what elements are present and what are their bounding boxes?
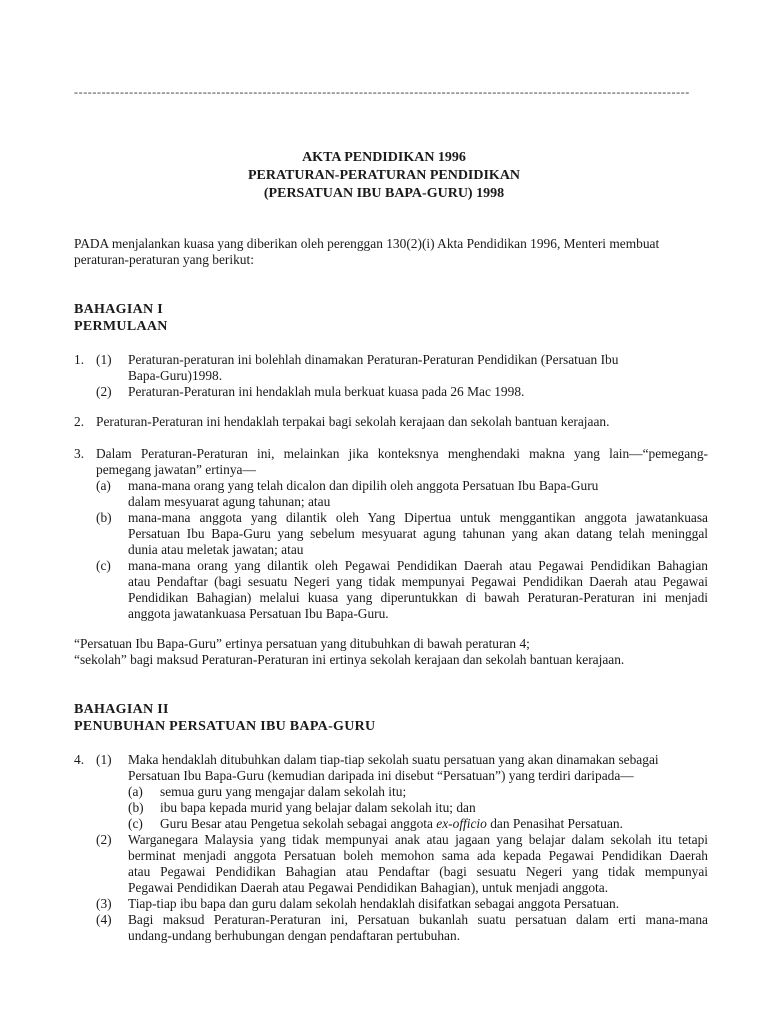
part-1-heading: BAHAGIAN I [74,302,163,317]
regulation-4-1c-text-pre: Guru Besar atau Pengetua sekolah sebagai anggota [160,816,437,831]
regulation-4-4-text-cont: undang-undang berhubungan dengan pendaftaran pertubuhan. [128,928,461,943]
regulation-4-2-text-cont-2: atau Pegawai Pendidikan Bahagian atau Pendaftar (bagi sesuatu Negeri yang tidak mempunyai [128,864,708,879]
regulation-3b-text-end: dunia atau meletak jawatan; atau [128,542,304,557]
regulation-3c-text: mana-mana orang yang dilantik oleh Pegawai Pendidikan Daerah atau Pegawai Pendidikan Bahagian [128,558,708,573]
regulation-4-1c-text [160,816,623,832]
definition-sekolah: “sekolah” bagi maksud Peraturan-Peraturan ini ertinya sekolah kerajaan dan sekolah bantuan kerajaan. [74,652,625,667]
title-line-3: (PERSATUAN IBU BAPA-GURU) 1998 [263,186,505,201]
regulation-1-1-number: (1) [96,352,112,367]
regulation-3c-text-cont: atau Pendaftar (bagi sesuatu Negeri yang tidak mempunyai Pegawai Pendidikan Daerah atau Pegawai [128,574,708,589]
regulation-1-1-text: Peraturan-peraturan ini bolehlah dinamakan Peraturan-Peraturan Pendidikan (Persatuan Ibu [128,352,619,367]
regulation-3-number: 3. [74,446,85,461]
regulation-3b-text-cont: Persatuan Ibu Bapa-Guru yang sebelum mesyuarat agung tahunan yang akan datang telah meninggal [128,526,708,541]
regulation-1-1-text-cont: Bapa-Guru)1998. [128,368,223,383]
regulation-3a-number: (a) [96,478,111,493]
regulation-3b-number: (b) [96,510,112,525]
part-1-subheading: PERMULAAN [74,319,168,334]
regulation-4-2-text: Warganegara Malaysia yang tidak mempunyai anak atau jagaan yang belajar dalam sekolah itu tetapi [128,832,708,847]
regulation-1-2-text: Peraturan-Peraturan ini hendaklah mula berkuat kuasa pada 26 Mac 1998. [128,384,525,399]
regulation-4-1c-text-post: dan Penasihat Persatuan. [486,816,623,831]
regulation-4-1-number: (1) [96,752,112,767]
regulation-4-number: 4. [74,752,85,767]
regulation-4-1-text: Maka hendaklah ditubuhkan dalam tiap-tiap sekolah suatu persatuan yang akan dinamakan sebagai [128,752,659,767]
regulation-3c-text-end: anggota jawatankuasa Persatuan Ibu Bapa-Guru. [128,606,389,621]
regulation-4-1-text-cont: Persatuan Ibu Bapa-Guru (kemudian daripada ini disebut “Persatuan”) yang terdiri daripada— [128,768,634,783]
regulation-2-number: 2. [74,414,85,429]
regulation-4-3-text: Tiap-tiap ibu bapa dan guru dalam sekolah hendaklah disifatkan sebagai anggota Persatuan. [128,896,620,911]
definition-persatuan: “Persatuan Ibu Bapa-Guru” ertinya persatuan yang ditubuhkan di bawah peraturan 4; [74,636,530,651]
regulation-4-3-number: (3) [96,896,112,911]
regulation-4-4-text: Bagi maksud Peraturan-Peraturan ini, Persatuan bukanlah suatu persatuan dalam erti mana-mana [128,912,708,927]
regulation-4-1a-number: (a) [128,784,143,799]
dashed-separator: -------------------------------------------------------------------------------------------------------------------------------------- [74,85,690,99]
part-2-heading: BAHAGIAN II [74,702,169,717]
regulation-3b-text: mana-mana anggota yang dilantik oleh Yang Dipertua untuk menggantikan anggota jawatankuasa [128,510,708,525]
regulation-4-1b-number: (b) [128,800,144,815]
preamble-line-2: peraturan-peraturan yang berikut: [74,252,254,267]
regulation-4-1a-text: semua guru yang mengajar dalam sekolah itu; [160,784,407,799]
regulation-1-2-number: (2) [96,384,112,399]
regulation-1-number: 1. [74,352,85,367]
regulation-4-2-number: (2) [96,832,112,847]
regulation-3c-number: (c) [96,558,111,573]
ex-officio-term: ex-officio [436,816,487,831]
regulation-3a-text-cont: dalam mesyuarat agung tahunan; atau [128,494,331,509]
preamble-line-1: PADA menjalankan kuasa yang diberikan oleh perenggan 130(2)(i) Akta Pendidikan 1996, Menteri membuat [74,236,660,251]
regulation-4-1c-number: (c) [128,816,143,831]
regulation-4-2-text-cont: berminat menjadi anggota Persatuan boleh memohon sama ada kepada Pegawai Pendidikan Daerah [128,848,708,863]
regulation-2-text: Peraturan-Peraturan ini hendaklah terpakai bagi sekolah kerajaan dan sekolah bantuan kerajaan. [96,414,610,429]
regulation-3c-text-cont-2: Pendidikan Bahagian) melalui kuasa yang diperuntukkan di bawah Peraturan-Peraturan ini menjadi [128,590,708,605]
regulation-4-1b-text: ibu bapa kepada murid yang belajar dalam sekolah itu; dan [160,800,476,815]
title-line-2: PERATURAN-PERATURAN PENDIDIKAN [247,168,521,183]
regulation-4-2-text-end: Pegawai Pendidikan Daerah atau Pegawai Pendidikan Bahagian), untuk menjadi anggota. [128,880,609,895]
regulation-4-4-number: (4) [96,912,112,927]
regulation-3a-text: mana-mana orang yang telah dicalon dan dipilih oleh anggota Persatuan Ibu Bapa-Guru [128,478,599,493]
regulation-3-text: Dalam Peraturan-Peraturan ini, melainkan jika konteksnya menghendaki makna yang lain—“pemegang- [96,446,708,461]
part-2-subheading: PENUBUHAN PERSATUAN IBU BAPA-GURU [74,719,376,734]
regulation-3-text-cont: pemegang jawatan” ertinya— [96,462,256,477]
title-line-1: AKTA PENDIDIKAN 1996 [302,150,466,165]
